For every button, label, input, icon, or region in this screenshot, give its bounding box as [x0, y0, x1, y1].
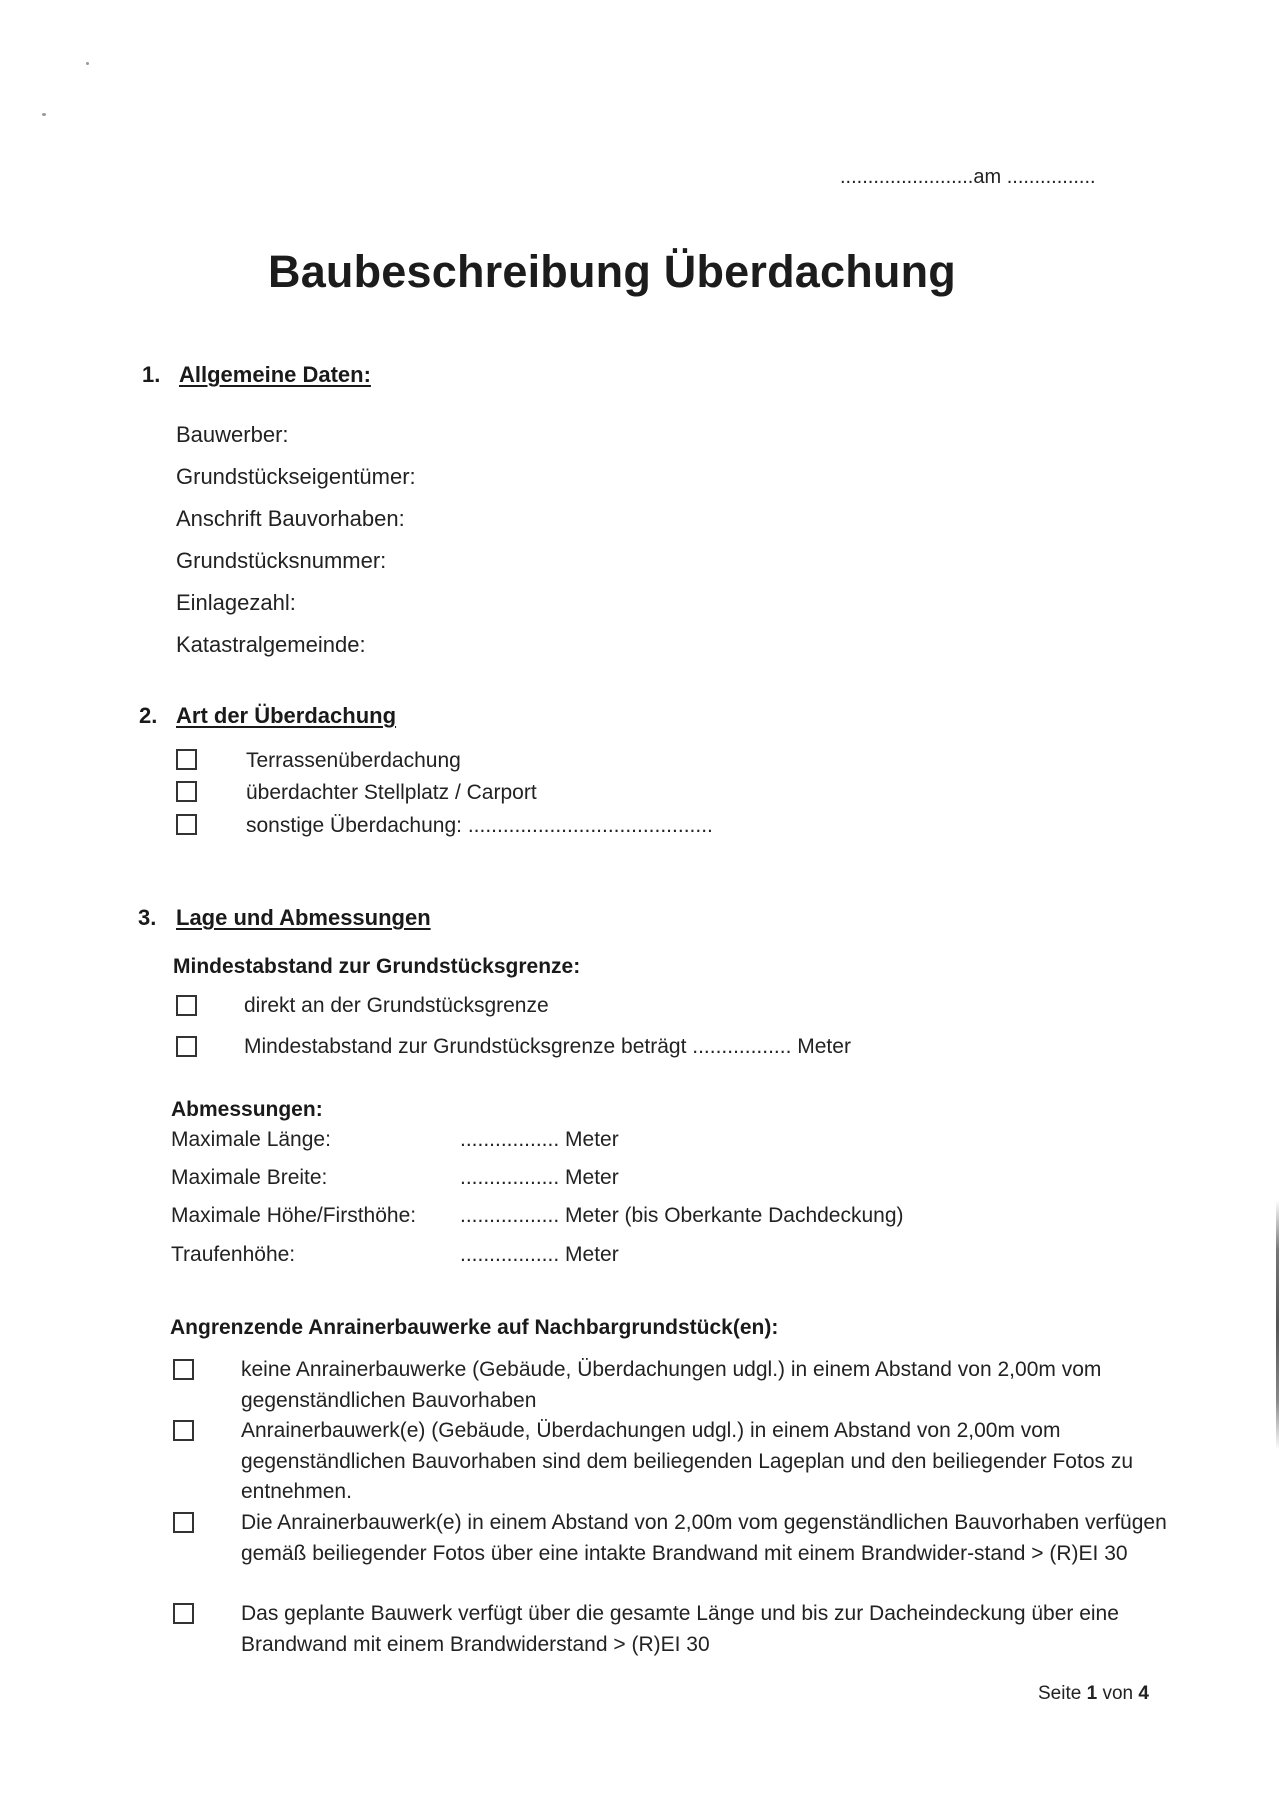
field-grundstueckseigentuemer: Grundstückseigentümer: [176, 464, 416, 489]
checkbox-eigene-brandwand[interactable] [173, 1603, 194, 1624]
current-page: 1 [1086, 1683, 1098, 1704]
checkbox-terrassenueberdachung[interactable] [176, 749, 197, 770]
checkbox-mindestabstand[interactable] [176, 1036, 197, 1057]
dim-label-hoehe: Maximale Höhe/Firsthöhe: [171, 1204, 417, 1227]
option-carport-label: überdachter Stellplatz / Carport [246, 781, 537, 804]
section-1-title: Allgemeine Daten: [179, 362, 371, 387]
field-katastralgemeinde: Katastralgemeinde: [176, 632, 366, 657]
option-anrainer-brandwand-label: Die Anrainerbauwerk(e) in einem Abstand von 2,00m vom gegenständlichen Bauvorhaben verfügen gemäß beiliegender Fotos über eine intakte Brandwand mit einem Brandwider-stand > (R)EI 30 [241, 1511, 1167, 1565]
option-sonstige-label: sonstige Überdachung: .......................................... [246, 814, 713, 837]
date-line: ........................am ................ [840, 166, 1096, 188]
abmessungen-heading: Abmessungen: [171, 1098, 323, 1121]
section-2-number: 2. [139, 703, 158, 728]
dim-value-breite: ................. Meter [460, 1166, 619, 1189]
dim-value-hoehe: ................. Meter (bis Oberkante Dachdeckung) [460, 1204, 904, 1227]
checkbox-carport[interactable] [176, 781, 197, 802]
scan-speck [86, 62, 89, 65]
scan-edge [1276, 1200, 1279, 1450]
section-2-title: Art der Überdachung [176, 703, 397, 728]
checkbox-sonstige[interactable] [176, 814, 197, 835]
mindestabstand-heading: Mindestabstand zur Grundstücksgrenze: [173, 955, 581, 978]
field-grundstuecksnummer: Grundstücksnummer: [176, 548, 387, 573]
option-terrassenueberdachung-label: Terrassenüberdachung [246, 749, 461, 772]
dim-value-laenge: ................. Meter [460, 1128, 619, 1151]
page-middle: von [1097, 1683, 1139, 1704]
checkbox-keine-anrainer[interactable] [173, 1359, 194, 1380]
checkbox-direkt-grenze[interactable] [176, 995, 197, 1016]
page-title: Baubeschreibung Überdachung [268, 246, 956, 297]
option-eigene-brandwand-label: Das geplante Bauwerk verfügt über die gesamte Länge und bis zur Dacheindeckung über eine Brandwand mit einem Brandwiderstand > (R)EI 30 [241, 1602, 1119, 1656]
scan-speck [42, 113, 46, 116]
page-number [1038, 1683, 1149, 1705]
section-1-number: 1. [142, 362, 161, 387]
checkbox-anrainer-brandwand[interactable] [173, 1512, 194, 1533]
field-bauwerber: Bauwerber: [176, 422, 289, 447]
dim-label-breite: Maximale Breite: [171, 1166, 328, 1189]
checkbox-anrainer-lageplan[interactable] [173, 1420, 194, 1441]
anrainer-heading: Angrenzende Anrainerbauwerke auf Nachbargrundstück(en): [170, 1316, 779, 1339]
dim-value-traufenhoehe: ................. Meter [460, 1243, 619, 1266]
section-3-title: Lage und Abmessungen [176, 905, 431, 930]
total-pages: 4 [1138, 1683, 1149, 1704]
option-keine-anrainer-label: keine Anrainerbauwerke (Gebäude, Überdachungen udgl.) in einem Abstand von 2,00m vom gegenständlichen Bauvorhaben [241, 1358, 1102, 1412]
option-anrainer-lageplan-label: Anrainerbauwerk(e) (Gebäude, Überdachungen udgl.) in einem Abstand von 2,00m vom gegenständlichen Bauvorhaben sind dem beiliegenden Lageplan und den beiliegender Fotos zu entnehmen. [241, 1419, 1134, 1503]
field-anschrift-bauvorhaben: Anschrift Bauvorhaben: [176, 506, 405, 531]
field-einlagezahl: Einlagezahl: [176, 590, 296, 615]
section-3-number: 3. [138, 905, 157, 930]
dim-label-traufenhoehe: Traufenhöhe: [171, 1243, 296, 1266]
option-direkt-grenze-label: direkt an der Grundstücksgrenze [244, 994, 549, 1017]
page-prefix: Seite [1038, 1683, 1087, 1704]
dim-label-laenge: Maximale Länge: [171, 1128, 331, 1151]
option-mindestabstand-label: Mindestabstand zur Grundstücksgrenze beträgt ................. Meter [244, 1035, 851, 1058]
